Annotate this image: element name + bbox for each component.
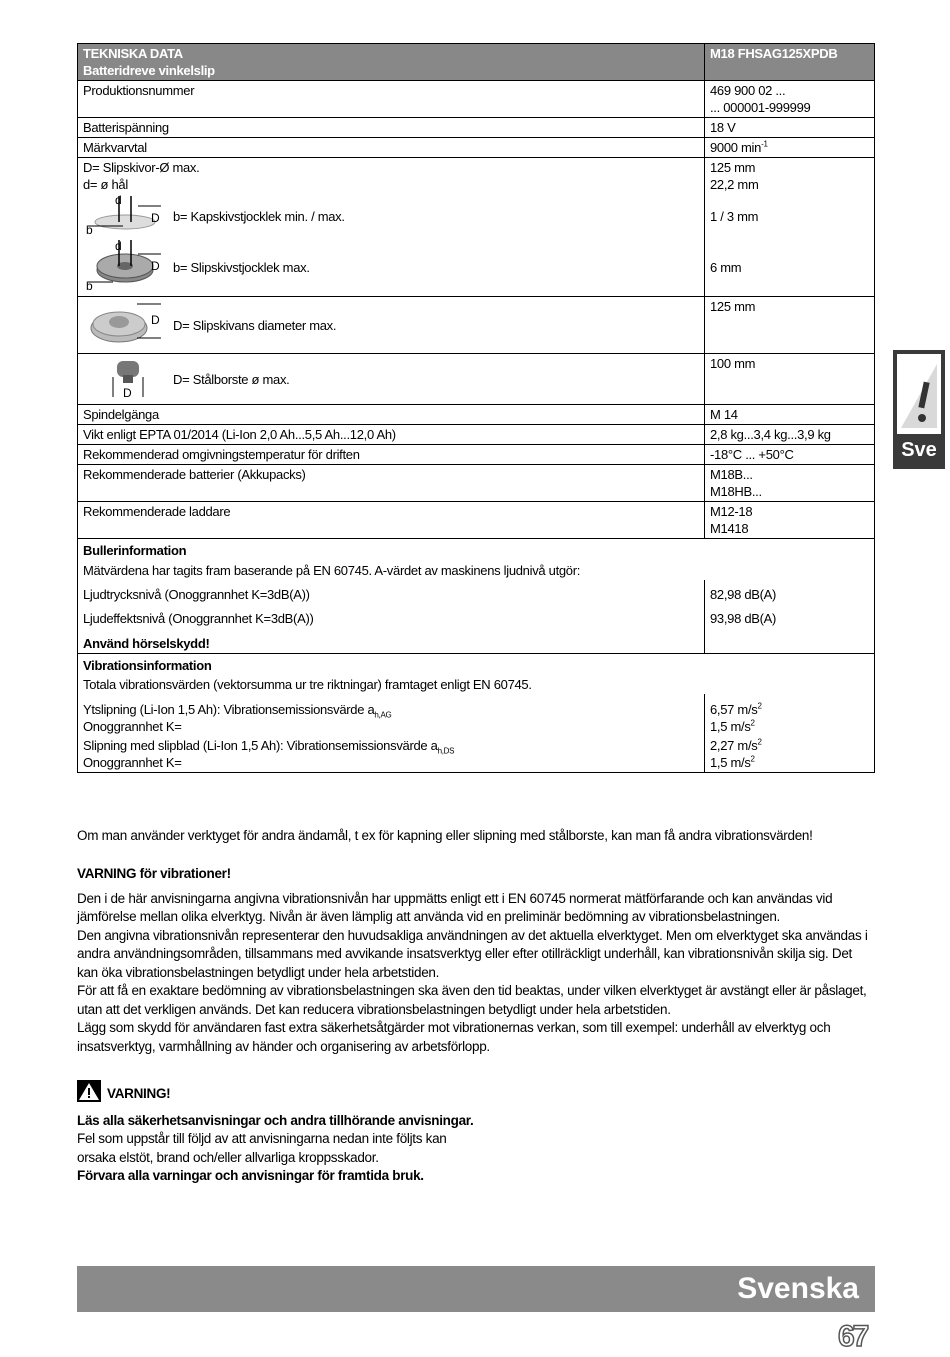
table-subtitle: Batteridreve vinkelslip: [83, 63, 215, 78]
row-value: 22,2 mm: [710, 177, 759, 192]
table-row: [78, 580, 875, 604]
row-value: 125 mm: [705, 297, 875, 354]
table-row: [78, 604, 875, 628]
table-title: TEKNISKA DATA: [83, 46, 183, 61]
footer-language: Svenska: [737, 1272, 859, 1305]
footer-bar: [77, 1266, 875, 1312]
row-label: Ljudeffektsnivå (Onoggrannhet K=3dB(A)): [78, 604, 705, 628]
warning-triangle-icon: [77, 1080, 101, 1108]
row-label: Rekommenderade laddare: [78, 502, 705, 539]
diagram-letter-d: d: [115, 239, 122, 253]
table-row: [78, 297, 875, 354]
row-label: Produktionsnummer: [78, 81, 705, 118]
diagram-letter-D: D: [123, 386, 132, 399]
row-value: M18HB...: [710, 484, 762, 499]
row-label: b= Kapskivstjocklek min. / max.: [173, 208, 345, 224]
row-value: 469 900 02 ...: [710, 83, 786, 98]
row-value: M18B...: [710, 467, 753, 482]
row-value: 2,8 kg...3,4 kg...3,9 kg: [705, 425, 875, 445]
tech-data-section: [77, 43, 875, 773]
table-row: [78, 425, 875, 445]
warning-title: VARNING!: [107, 1085, 171, 1101]
warning-text: Fel som uppstår till följd av att anvisningarna nedan inte följts kan orsaka elstöt, brand och/eller allvarliga kroppsskador.: [77, 1131, 447, 1165]
row-label: Slipning med slipblad (Li-Ion 1,5 Ah): Vibrationsemissionsvärde a: [83, 738, 438, 753]
vibration-section: [78, 654, 875, 695]
row-value: M1418: [710, 521, 749, 536]
wire-brush-icon: [83, 355, 173, 403]
table-row: [78, 138, 875, 158]
diagram-letter-D: D: [151, 259, 160, 273]
table-row: [78, 405, 875, 425]
vibration-title: Vibrationsinformation: [83, 658, 212, 673]
unit-exponent: 2: [750, 718, 755, 728]
table-row: [78, 81, 875, 118]
row-value: 1,5 m/s: [710, 755, 751, 770]
row-label: Onoggrannhet K=: [83, 719, 182, 734]
vibration-warning-title: VARNING för vibrationer!: [77, 866, 231, 881]
row-label: d= ø hål: [83, 177, 128, 192]
row-value: 2,27 m/s: [710, 738, 758, 753]
row-label: D= Slipskivor-Ø max.: [83, 160, 200, 175]
table-header: [78, 44, 875, 81]
hearing-protection-note: Använd hörselskydd!: [78, 628, 705, 654]
row-label: Batterispänning: [78, 118, 705, 138]
vibration-desc: Totala vibrationsvärden (vektorsumma ur tre riktningar) framtaget enligt EN 60745.: [83, 677, 532, 692]
row-value: 100 mm: [705, 354, 875, 405]
vibration-note: Om man använder verktyget för andra ändamål, t ex för kapning eller slipning med stålborste, kan man få andra vibrationsvärden!: [77, 828, 813, 843]
diagram-letter-D: D: [151, 211, 160, 225]
table-row: [78, 694, 875, 736]
diagram-letter-b: b: [86, 223, 93, 236]
row-label: Märkvarvtal: [78, 138, 705, 158]
row-label: Rekommenderade batterier (Akkupacks): [78, 465, 705, 502]
row-value: 6 mm: [710, 259, 742, 275]
row-value: 9000 min: [710, 140, 762, 155]
row-label: Spindelgänga: [78, 405, 705, 425]
noise-desc: Mätvärdena har tagits fram baserande på EN 60745. A-värdet av maskinens ljudnivå utgör:: [83, 563, 581, 578]
diagram-letter-b: b: [86, 279, 93, 292]
row-value: 93,98 dB(A): [705, 604, 875, 628]
model-name: M18 FHSAG125XPDB: [705, 44, 875, 81]
row-value: 1,5 m/s: [710, 719, 751, 734]
row-label: D= Stålborste ø max.: [173, 371, 290, 387]
row-value: M 14: [705, 405, 875, 425]
row-label: b= Slipskivstjocklek max.: [173, 259, 310, 275]
cutting-disc-icon: [83, 192, 173, 240]
vibration-warning-section: [77, 865, 875, 1056]
language-side-tab: [893, 350, 945, 469]
diagram-letter-D: D: [151, 313, 160, 327]
paragraph: Lägg som skydd för användaren fast extra säkerhetsåtgärder mot vibrationernas verkan, som till exempel: underhåll av elverktyg och insatsverktyg, varmhållning av händer och organisering av arbetsförlopp.: [77, 1020, 831, 1054]
safety-warning-section: [77, 1080, 477, 1186]
row-label: Vikt enligt EPTA 01/2014 (Li-Ion 2,0 Ah...5,5 Ah...12,0 Ah): [78, 425, 705, 445]
unit-exponent: 2: [757, 701, 762, 711]
row-label: Ljudtrycksnivå (Onoggrannhet K=3dB(A)): [78, 580, 705, 604]
row-label: D= Slipskivans diameter max.: [173, 317, 337, 333]
table-row: [78, 445, 875, 465]
grinding-disc-icon: [83, 238, 173, 296]
unit-exponent: 2: [757, 737, 762, 747]
row-value: 82,98 dB(A): [705, 580, 875, 604]
row-value: 1 / 3 mm: [710, 208, 759, 224]
table-row-disc: [78, 158, 875, 297]
row-value: 125 mm: [710, 160, 756, 175]
table-row: [78, 502, 875, 539]
table-row: [78, 465, 875, 502]
table-row: [78, 736, 875, 773]
row-label: Ytslipning (Li-Ion 1,5 Ah): Vibrationsemissionsvärde a: [83, 702, 375, 717]
row-value: ... 000001-999999: [710, 100, 811, 115]
diagram-letter-d: d: [115, 193, 122, 207]
flap-disc-icon: [83, 298, 173, 352]
noise-title: Bullerinformation: [83, 543, 187, 558]
warning-keep-note: Förvara alla varningar och anvisningar för framtida bruk.: [77, 1168, 424, 1183]
subscript: h,AG: [374, 710, 392, 720]
warning-bold-text: Läs alla säkerhetsanvisningar och andra tillhörande anvisningar.: [77, 1112, 474, 1128]
table-row: [78, 354, 875, 405]
side-tab-label: Sve: [901, 439, 937, 461]
row-value: M12-18: [710, 504, 753, 519]
noise-section: [78, 539, 875, 581]
subscript: h,DS: [437, 746, 455, 756]
table-row: [78, 118, 875, 138]
row-value: 18 V: [705, 118, 875, 138]
row-label: Onoggrannhet K=: [83, 755, 182, 770]
unit-exponent: -1: [761, 139, 768, 149]
row-value: -18°C ... +50°C: [705, 445, 875, 465]
tech-data-table: [77, 43, 875, 773]
row-label: Rekommenderad omgivningstemperatur för driften: [78, 445, 705, 465]
paragraph: Den i de här anvisningarna angivna vibrationsnivån har uppmätts enligt ett i EN 60745 normerat mätförfarande och kan användas vid jämförelse mellan olika elverktyg. Nivån är även lämplig att använda vid en preliminär bedömning av vibrationsbelastningen.: [77, 890, 833, 924]
table-row: [78, 628, 875, 654]
page-number: 67: [838, 1320, 868, 1353]
paragraph: Den angivna vibrationsnivån representerar den huvudsakliga användningen av det aktuella elverktyget. Men om elverktyget ska användas i andra användningsområden, tillsammans med avvikande insatsverktyg eller efter otillräckligt underhåll, kan vibrationsnivån skilja sig. Det kan öka vibrationsbelastningen betydligt under hela arbetstiden.: [77, 927, 868, 980]
caution-icon: [897, 354, 941, 434]
unit-exponent: 2: [750, 754, 755, 764]
row-value: 6,57 m/s: [710, 702, 758, 717]
paragraph: För att få en exaktare bedömning av vibrationsbelastningen ska även den tid beaktas, under vilken elverktyget är avstängt eller är påslaget, utan att det verkligen används. Det kan reducera vibrationsbelastningen betydligt under hela arbetstiden.: [77, 983, 867, 1017]
